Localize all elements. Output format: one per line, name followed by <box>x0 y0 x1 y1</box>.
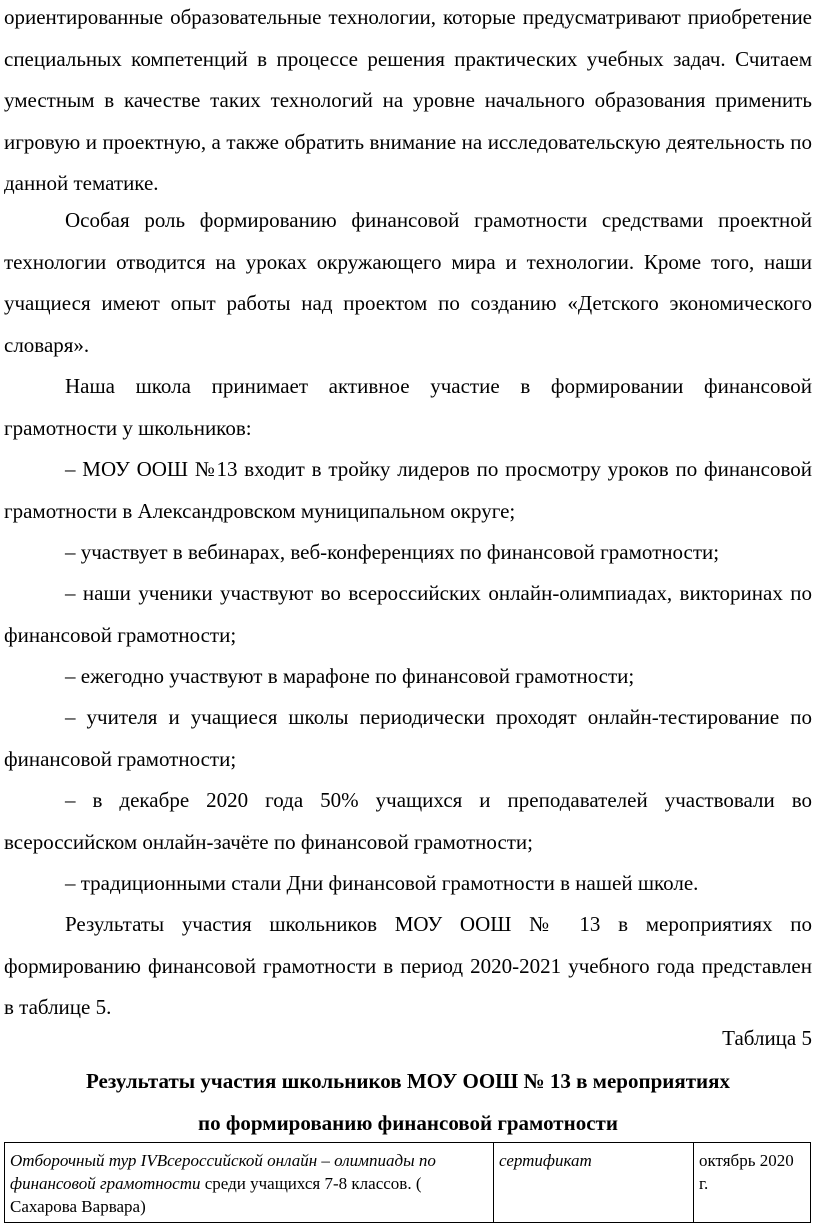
table-title-line-1: Результаты участия школьников МОУ ООШ № 13 в мероприятиях <box>86 1069 730 1093</box>
paragraph-1: ориентированные образовательные технологии, которые предусматривают приобретение специальных компетенций в процессе решения практических учебных задач. Считаем уместным в качестве таких технологий на уровне начального образования применить игровую и проектную, а также обратить внимание на исследовательскую деятельность по данной тематике. <box>4 5 812 195</box>
date-cell: октябрь 2020 г. <box>694 1143 811 1223</box>
list-item-5: – учителя и учащиеся школы периодически проходят онлайн-тестирование по финансовой грамотности; <box>4 705 812 771</box>
paragraph-3-block <box>4 366 812 449</box>
results-table <box>4 1142 811 1223</box>
paragraph-2: Особая роль формированию финансовой грамотности средствами проектной технологии отводится на уроках окружающего мира и технологии. Кроме того, наши учащиеся имеют опыт работы над проектом по созданию «Детского экономического словаря». <box>4 208 812 357</box>
table-row <box>5 1143 811 1223</box>
result-cell: сертификат <box>494 1143 694 1223</box>
paragraph-3: Наша школа принимает активное участие в формировании финансовой грамотности у школьников: <box>4 374 812 440</box>
list-item-2: – участвует в вебинарах, веб-конференциях по финансовой грамотности; <box>65 540 720 564</box>
paragraph-results-block <box>4 904 812 1029</box>
paragraph-2-block <box>4 200 812 366</box>
list-item-5-block <box>4 697 812 780</box>
list-item-6-block <box>4 780 812 863</box>
list-item-7-block <box>4 863 812 905</box>
paragraph-results: Результаты участия школьников МОУ ООШ № 13 в мероприятиях по формированию финансовой грамотности в период 2020-2021 учебного года представлен в таблице 5. <box>4 912 812 1019</box>
list-item-1-block <box>4 449 812 532</box>
table-caption: Таблица 5 <box>722 1026 812 1050</box>
list-item-2-block <box>4 532 812 574</box>
list-item-4-block <box>4 656 812 698</box>
table-title <box>4 1061 812 1144</box>
list-item-3-block <box>4 573 812 656</box>
list-item-4: – ежегодно участвуют в марафоне по финансовой грамотности; <box>65 664 635 688</box>
event-participants: среди учащихся 7-8 классов. ( Сахарова Варвара) <box>10 1174 422 1216</box>
list-item-1: – МОУ ООШ №13 входит в тройку лидеров по просмотру уроков по финансовой грамотности в Александровском муниципальном округе; <box>4 457 812 523</box>
list-item-6: – в декабре 2020 года 50% учащихся и преподавателей участвовали во всероссийском онлайн-зачёте по финансовой грамотности; <box>4 788 812 854</box>
list-item-7: – традиционными стали Дни финансовой грамотности в нашей школе. <box>65 871 699 895</box>
event-name-italic: Отборочный тур IVВсероссийской онлайн – олимпиады по финансовой грамотности <box>10 1151 436 1193</box>
event-cell <box>5 1143 494 1223</box>
list-item-3: – наши ученики участвуют во всероссийских онлайн-олимпиадах, викторинах по финансовой грамотности; <box>4 581 812 647</box>
paragraph-1-block <box>4 0 812 205</box>
table-title-line-2: по формированию финансовой грамотности <box>198 1110 618 1135</box>
